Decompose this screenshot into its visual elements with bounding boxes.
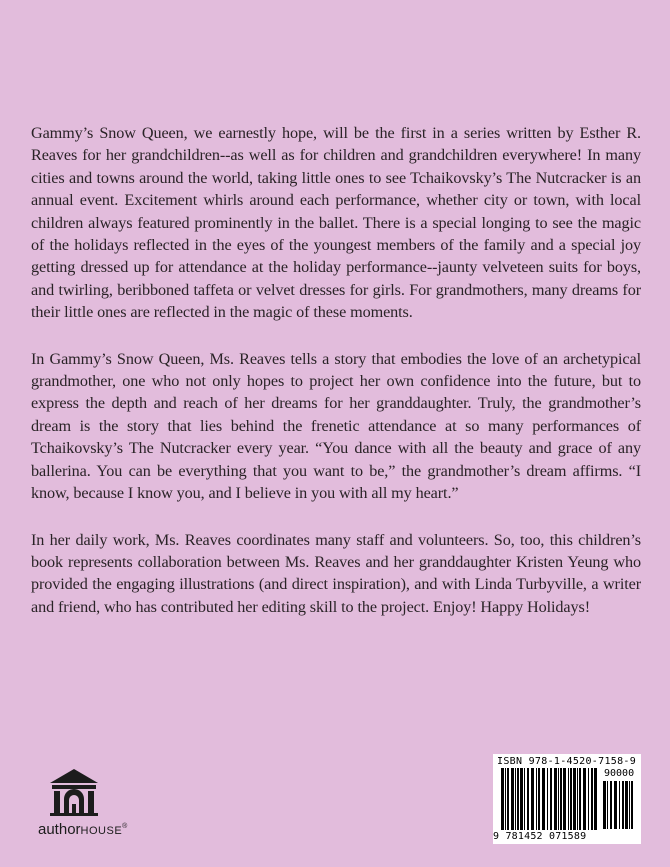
isbn-number: ISBN 978-1-4520-7158-9	[497, 756, 637, 767]
blurb-paragraph-3: In her daily work, Ms. Reaves coordinates many staff and volunteers. So, too, this children’s book represents collaboration between Ms. Reaves and her granddaughter Kristen Yeung who provided the engaging illustrations (and direct inspiration), and with Linda Turbyville, a writer and friend, who has contributed her editing skill to the project. Enjoy! Happy Holidays!	[31, 530, 641, 616]
isbn-barcode	[493, 754, 641, 844]
publisher-name: authorHOUSE®	[38, 821, 128, 838]
price-code: 90000	[604, 768, 635, 779]
price-barcode-bars	[603, 781, 635, 829]
publisher-logo	[38, 768, 148, 838]
barcode-bars	[501, 768, 599, 830]
blurb-paragraph-2: In Gammy’s Snow Queen, Ms. Reaves tells a story that embodies the love of an archetypical grandmother, one who not only hopes to project her own confidence into the future, but to express the depth and reach of her dreams for her granddaughter. Truly, the grandmother’s dream is the story that lies behind the frenetic attendance at so many performances of Tchaikovsky’s The Nutcracker every year. “You dance with all the beauty and grace of any ballerina. You can be everything that you want to be,” the grandmother’s dream affirms. “I know, because I know you, and I believe in you with all my heart.”	[31, 349, 641, 503]
back-cover-text	[31, 122, 641, 642]
barcode-digits: 9 781452 071589	[493, 831, 587, 842]
blurb-paragraph-1: Gammy’s Snow Queen, we earnestly hope, will be the first in a series written by Esther R. Reaves for her grandchildren--as well as for children and grandchildren everywhere! In many cities and towns around the world, taking little ones to see Tchaikovsky’s The Nutcracker is an annual event. Excitement whirls around each performance, whether city or town, with local children always featured prominently in the ballet. There is a special longing to see the magic of the holidays reflected in the eyes of the youngest members of the family and a special joy getting dressed up for attendance at the holiday performance--jaunty velveteen suits for boys, and twirling, beribboned taffeta or velvet dresses for girls. For grandmothers, many dreams for their little ones are reflected in the magic of these moments.	[31, 124, 641, 322]
house-book-logo-icon	[48, 768, 100, 816]
